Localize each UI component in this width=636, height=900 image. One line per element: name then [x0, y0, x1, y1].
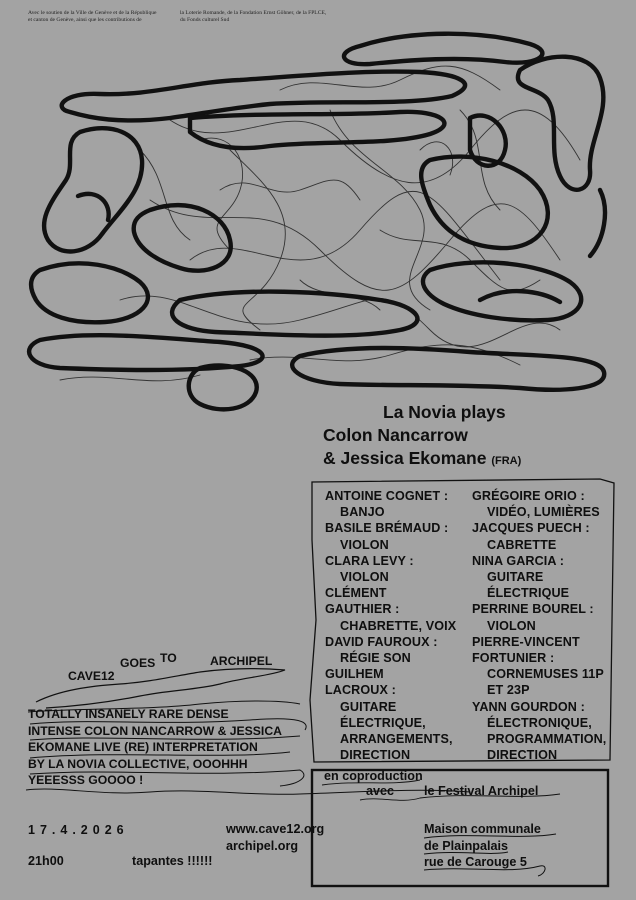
venue-line: Maison communale: [424, 822, 541, 836]
musician-name: PERRINE BOUREL :: [472, 602, 594, 617]
cave-label: CAVE12: [68, 669, 115, 683]
musician-name: BASILE BRÉMAUD :: [325, 521, 449, 536]
musician-name: NINA GARCIA :: [472, 553, 565, 568]
musician-name: PIERRE-VINCENT: [472, 634, 580, 649]
musician-role: CHABRETTE, VOIX: [340, 618, 457, 633]
musician-role: VIDÉO, LUMIÈRES: [487, 505, 600, 520]
musician-name: GRÉGOIRE ORIO :: [472, 489, 585, 503]
musician-role: VIOLON: [340, 537, 389, 552]
musician-name: YANN GOURDON :: [472, 699, 585, 714]
musician-name: CLÉMENT: [325, 586, 387, 601]
musician-role: DIRECTION: [340, 748, 411, 763]
musician-role: CORNEMUSES 11P: [487, 667, 604, 682]
archipel-label: ARCHIPEL: [210, 654, 273, 668]
event-date: 17.4.2026: [28, 823, 129, 837]
venue-line: rue de Carouge 5: [424, 855, 527, 869]
musician-role: GUITARE: [340, 699, 397, 714]
credit-right-line: du Fonds culturel Sud: [180, 17, 230, 23]
to-label: TO: [160, 651, 177, 665]
musician-role: VIOLON: [487, 618, 536, 633]
credit-left-line: Avec le soutien de la Ville de Genève et de la République: [28, 10, 157, 16]
website-cave12-link[interactable]: www.cave12.org: [226, 822, 325, 836]
event-time: 21h00: [28, 854, 64, 868]
blurb-line: INTENSE COLON NANCARROW & JESSICA: [28, 723, 282, 738]
website-archipel-link[interactable]: archipel.org: [226, 838, 299, 853]
title-line-text: & Jessica Ekomane: [323, 448, 487, 468]
musician-name: GAUTHIER :: [325, 602, 400, 617]
musician-role: ARRANGEMENTS,: [340, 732, 453, 747]
musician-name: LACROUX :: [325, 683, 396, 698]
venue-line: de Plainpalais: [424, 838, 508, 853]
coprod-line: en coproduction: [324, 769, 423, 783]
blurb-line: EKOMANE LIVE (RE) INTERPRETATION: [28, 740, 258, 754]
country-tag: (FRA): [491, 455, 522, 467]
musician-role: RÉGIE SON: [340, 651, 411, 666]
title-line: Colon Nancarrow: [323, 425, 468, 445]
musician-role: PROGRAMMATION,: [487, 732, 607, 747]
title-line: La Novia plays: [383, 402, 506, 422]
blurb-line: BY LA NOVIA COLLECTIVE, OOOHHH: [28, 756, 248, 771]
musician-name: GUILHEM: [325, 667, 384, 682]
coprod-avec: avec: [366, 784, 395, 798]
musician-name: JACQUES PUECH :: [472, 521, 590, 536]
musician-role: VIOLON: [340, 570, 389, 585]
musician-role: ÉLECTRIQUE: [487, 586, 570, 601]
credit-right-line: la Loterie Romande, de la Fondation Ernst Göhner, de la FPLCE,: [180, 10, 327, 16]
blurb-line: TOTALLY INSANELY RARE DENSE: [28, 707, 229, 721]
musician-role: DIRECTION: [487, 748, 558, 763]
musician-name: DAVID FAUROUX :: [325, 634, 438, 649]
goes-label: GOES: [120, 656, 156, 670]
coprod-festival: le Festival Archipel: [424, 784, 539, 798]
musician-role: ÉLECTRIQUE,: [340, 715, 426, 730]
musician-role: GUITARE: [487, 570, 544, 585]
musician-role: CABRETTE: [487, 537, 557, 552]
musician-role: ÉLECTRONIQUE,: [487, 715, 592, 730]
musician-name: ANTOINE COGNET :: [325, 489, 449, 503]
musician-name: FORTUNIER :: [472, 651, 555, 666]
musician-name: CLARA LEVY :: [325, 553, 414, 568]
musician-role: BANJO: [340, 505, 385, 520]
blurb-line: YEEESSS GOOOO !: [28, 773, 144, 787]
tapantes-label: tapantes !!!!!!: [132, 854, 213, 868]
credit-left-line: et canton de Genève, ainsi que les contributions de: [28, 17, 142, 23]
musician-role: ET 23P: [487, 683, 530, 698]
